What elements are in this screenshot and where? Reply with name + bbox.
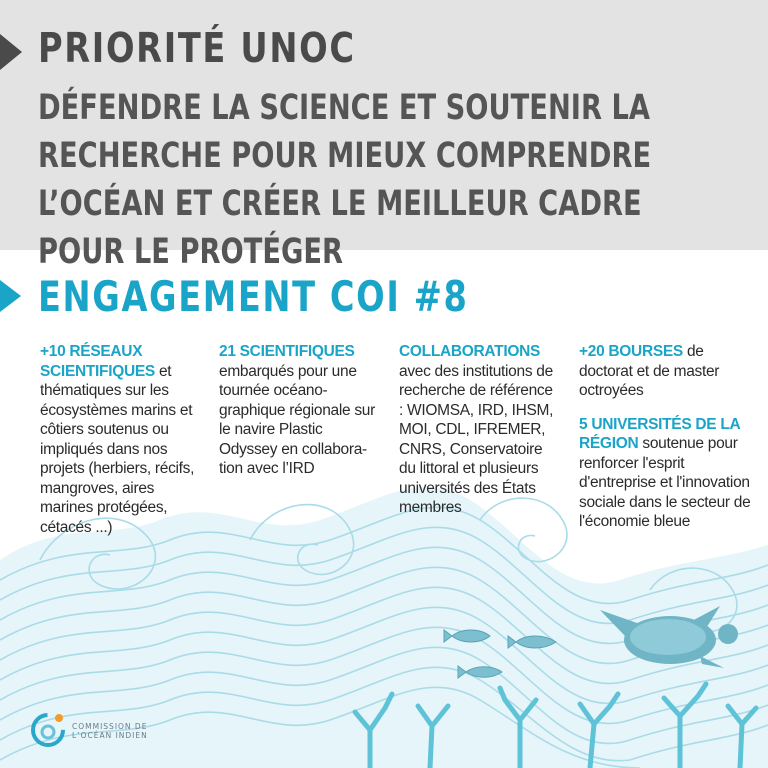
coi-logo: [28, 710, 68, 750]
column-highlight: +10 RÉSEAUX SCIENTIFIQUES: [40, 343, 155, 380]
logo-line2: L’OCÉAN INDIEN: [72, 731, 148, 740]
column-text: et thématiques sur les écosystèmes marins et côtiers soutenus ou impliqués dans nos projets (herbiers, récifs, mangroves, aires marines protégées, cétacés ...): [40, 362, 195, 536]
column-highlight-universities: 5 UNIVERSITÉS DE LA RÉGION: [579, 415, 740, 452]
logo-line1: COMMISSION DE: [72, 722, 148, 731]
page-title: DÉFENDRE LA SCIENCE ET SOUTENIR LA RECHERCHE POUR MIEUX COMPRENDRE L’OCÉAN ET CRÉER LE MEILLEUR CADRE POUR LE PROTÉGER: [38, 88, 652, 272]
column-grants: [579, 342, 755, 532]
column-text-universities: soutenue pour renforcer l'esprit d'entreprise et l'innovation sociale dans le secteur de l'économie bleue: [579, 435, 751, 530]
column-collaborations: [399, 342, 559, 518]
engagement-title: ENGAGEMENT COI #8: [38, 272, 469, 321]
column-highlight: +20 BOURSES: [579, 343, 683, 360]
column-highlight: 21 SCIENTIFIQUES: [219, 343, 355, 360]
column-text: avec des institutions de recherche de référence : WIOMSA, IRD, IHSM, MOI, CDL, IFREMER, CNRS, Conservatoire du littoral et plusieurs universités des États membres: [399, 362, 554, 516]
priority-kicker: PRIORITÉ UNOC: [38, 24, 356, 72]
column-text: de doctorat et de master octroyées: [579, 343, 720, 399]
header-banner: [0, 0, 768, 272]
column-text: embarqués pour une tournée océano-graphique régionale sur le navire Plastic Odyssey en collabora-tion avec l’IRD: [219, 362, 375, 477]
play-arrow-icon: [0, 34, 22, 70]
column-highlight: COLLABORATIONS: [399, 343, 541, 360]
column-scientists: [219, 342, 381, 479]
play-arrow-icon: [0, 280, 21, 312]
column-networks: [40, 342, 200, 537]
logo-text: [72, 722, 148, 740]
